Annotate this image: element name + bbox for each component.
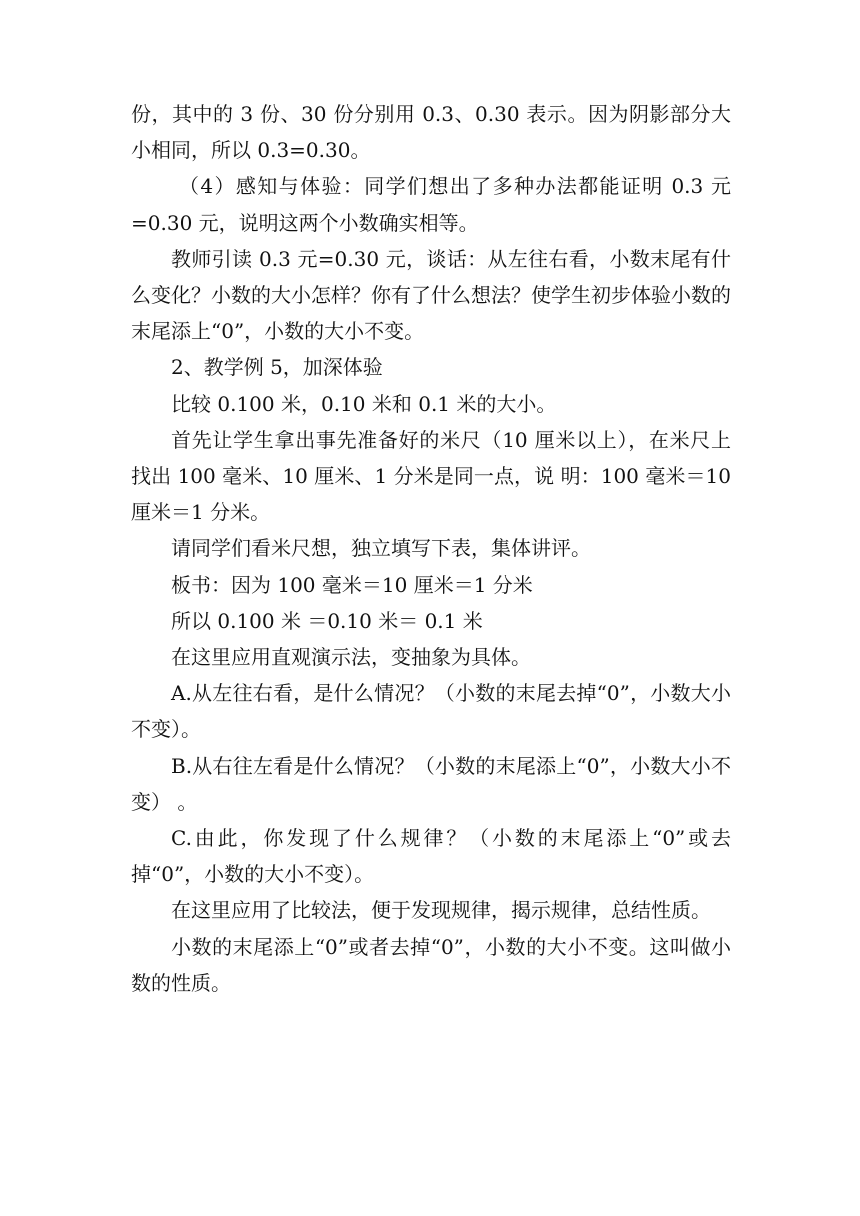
document-body: [131, 96, 731, 1001]
section-heading-example-5: 2、教学例 5，加深体验: [171, 355, 383, 380]
paragraph-perception: （4）感知与体验：同学们想出了多种办法都能证明 0.3 元=0.30 元，说明这两个小数确实相等。: [131, 174, 731, 235]
paragraph-ruler: 首先让学生拿出事先准备好的米尺（10 厘米以上），在米尺上找出 100 毫米、10 厘米、1 分米是同一点，说 明：100 毫米＝10 厘米＝1 分米。: [131, 427, 731, 525]
paragraph-board-because: 板书：因为 100 毫米＝10 厘米＝1 分米: [171, 572, 533, 597]
paragraph-question-a: A.从左往右看，是什么情况？（小数的末尾去掉“0”，小数大小不变）。: [131, 681, 731, 742]
paragraph-question-c: C.由此，你发现了什么规律？（小数的末尾添上“0”或去掉“0”，小数的大小不变）。: [131, 826, 731, 887]
paragraph-question-b: B.从右往左看是什么情况？（小数的末尾添上“0”，小数大小不变） 。: [131, 753, 731, 814]
paragraph-method-demo: 在这里应用直观演示法，变抽象为具体。: [171, 645, 531, 670]
paragraph-fill-table: 请同学们看米尺想，独立填写下表，集体讲评。: [171, 536, 591, 561]
paragraph-decimal-property: 小数的末尾添上“0”或者去掉“0”，小数的大小不变。这叫做小数的性质。: [131, 934, 731, 995]
paragraph-method-compare: 在这里应用了比较法，便于发现规律，揭示规律，总结性质。: [171, 898, 711, 923]
paragraph-compare: 比较 0.100 米，0.10 米和 0.1 米的大小。: [171, 391, 557, 416]
paragraph-continuation: 份，其中的 3 份、30 份分别用 0.3、0.30 表示。因为阴影部分大小相同，所以 0.3=0.30。: [131, 102, 731, 163]
paragraph-teacher-guide: 教师引读 0.3 元=0.30 元，谈话：从左往右看，小数末尾有什么变化？小数的大小怎样？你有了什么想法？使学生初步体验小数的末尾添上“0”，小数的大小不变。: [131, 246, 731, 344]
paragraph-board-therefore: 所以 0.100 米 ＝0.10 米＝ 0.1 米: [171, 608, 483, 633]
